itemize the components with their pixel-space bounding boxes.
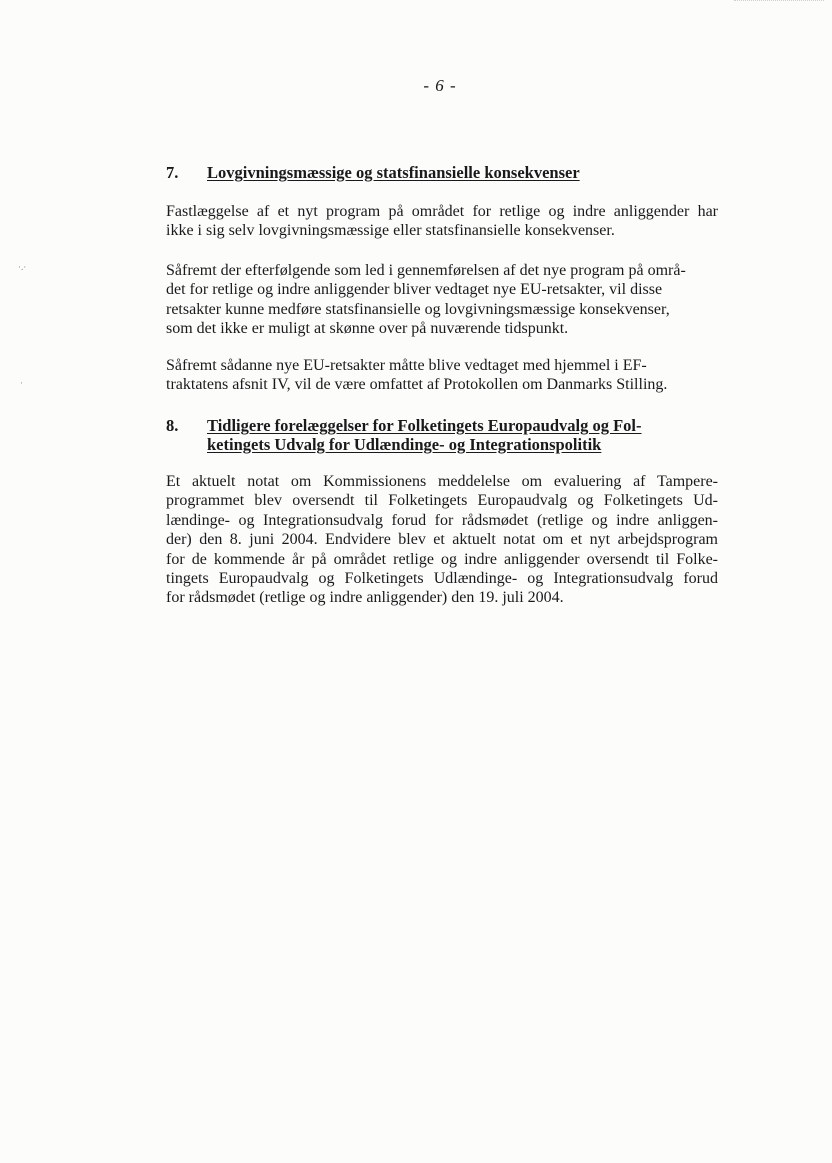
- section-8: [166, 416, 718, 454]
- text-line: lændinge- og Integrationsudvalg forud for rådsmødet (retlige og indre anliggen-: [166, 511, 718, 529]
- section-8-title-line-2: ketingets Udvalg for Udlændinge- og Integrationspolitik: [207, 435, 602, 454]
- section-7-title: Lovgivningsmæssige og statsfinansielle konsekvenser: [207, 163, 580, 182]
- section-7: [166, 163, 718, 182]
- section-8-paragraph: [166, 472, 718, 608]
- section-8-heading: [166, 416, 718, 454]
- text-line: det for retlige og indre anliggender bliver vedtaget nye EU-retsakter, vil disse: [166, 281, 663, 299]
- text-line: Et aktuelt notat om Kommissionens meddelelse om evaluering af Tampere-: [166, 473, 718, 490]
- section-7-paragraph-3: [166, 356, 718, 395]
- text-line: Såfremt sådanne nye EU-retsakter måtte blive vedtaget med hjemmel i EF-: [166, 357, 647, 374]
- scan-speck: ·.·: [18, 262, 27, 272]
- text-line: for rådsmødet (retlige og indre anliggender) den 19. juli 2004.: [166, 589, 564, 607]
- text-line: retsakter kunne medføre statsfinansielle og lovgivningsmæssige konsekvenser,: [166, 300, 670, 318]
- scan-speck: ·: [20, 378, 23, 388]
- section-8-number: 8.: [166, 416, 179, 435]
- text-line: som det ikke er muligt at skønne over på nuværende tidspunkt.: [166, 320, 569, 338]
- text-line: tingets Europaudvalg og Folketingets Udlændinge- og Integrationsudvalg forud: [166, 570, 718, 588]
- section-8-title-line-1: Tidligere forelæggelser for Folketingets Europaudvalg og Fol-: [207, 416, 642, 435]
- section-7-paragraph-2: [166, 261, 718, 339]
- section-7-paragraph-1: [166, 202, 718, 241]
- text-line: programmet blev oversendt til Folketingets Europaudvalg og Folketingets Ud-: [166, 492, 718, 510]
- text-line: traktatens afsnit IV, vil de være omfattet af Protokollen om Danmarks Stilling.: [166, 376, 668, 394]
- section-7-heading: [166, 163, 718, 182]
- text-line: for de kommende år på området retlige og indre anliggender oversendt til Folke-: [166, 550, 718, 568]
- section-7-number: 7.: [166, 163, 179, 182]
- text-line: der) den 8. juni 2004. Endvidere blev et aktuelt notat om et nyt arbejdsprogram: [166, 531, 718, 549]
- text-line: Fastlæggelse af et nyt program på området for retlige og indre anliggender har: [166, 203, 718, 220]
- page-number: - 6 -: [423, 76, 457, 95]
- scan-artifact: [734, 0, 824, 3]
- text-line: ikke i sig selv lovgivningsmæssige eller statsfinansielle konsekvenser.: [166, 222, 615, 240]
- text-line: Såfremt der efterfølgende som led i gennemførelsen af det nye program på områ-: [166, 262, 686, 279]
